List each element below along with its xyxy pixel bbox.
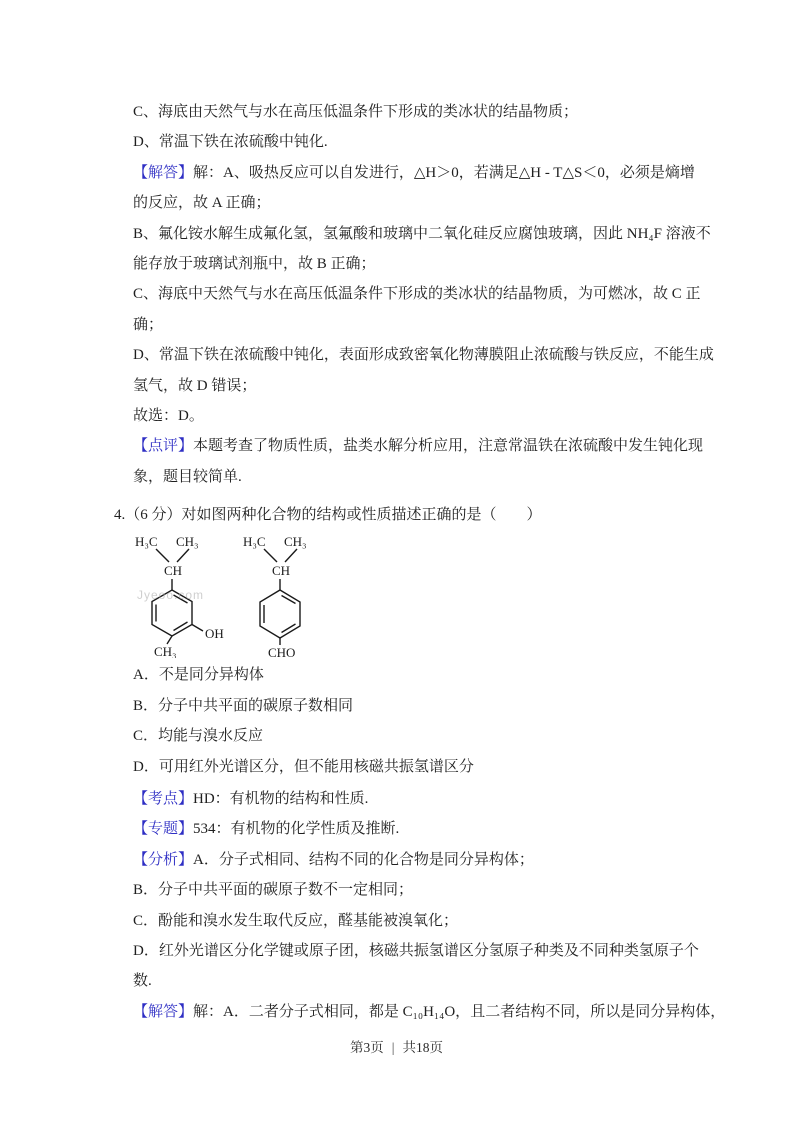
text-line <box>133 431 733 461</box>
page-number: 第3页 <box>350 1040 384 1055</box>
text-line <box>133 279 733 309</box>
section-label: 【专题】 <box>133 821 194 838</box>
line-text: C、海底中天然气与水在高压低温条件下形成的类冰状的结晶物质，为可燃冰，故 C 正 <box>133 286 701 303</box>
question-4-options <box>133 660 733 782</box>
section-label: 【考点】 <box>133 791 194 808</box>
line-text: D．红外光谱区分化学键或原子团，核磁共振氢谱区分氢原子种类及不同种类氢原子个 <box>133 942 699 959</box>
line-text: D、常温下铁在浓硫酸中钝化，表面形成致密氧化物薄膜阻止浓硫酸与铁反应，不能生成 <box>133 347 714 364</box>
methyl-label: H₃C <box>243 534 266 550</box>
option-text: C．均能与溴水反应 <box>133 728 264 745</box>
line-text: 解：A．二者分子式相同，都是 C₁₀H₁₄O，且二者结构不同，所以是同分异构体， <box>193 1003 726 1020</box>
section-label: 【解答】 <box>133 1003 194 1020</box>
line-text: A．分子式相同、结构不同的化合物是同分异构体； <box>193 851 534 868</box>
section-label: 【解答】 <box>133 164 194 181</box>
question-text: （6 分）对如图两种化合物的结构或性质描述正确的是（ ） <box>125 507 542 524</box>
methyl-label: CH₃ <box>154 644 177 659</box>
methyl-label: H₃C <box>135 534 158 550</box>
benzene-ring <box>152 590 192 636</box>
option-line <box>133 691 733 721</box>
question-number: 4. <box>114 507 126 524</box>
line-text: HD：有机物的结构和性质. <box>193 791 369 808</box>
line-text: 故选：D。 <box>133 407 204 424</box>
option-text: A．不是同分异构体 <box>133 667 264 684</box>
molecule-structure-left <box>133 532 239 658</box>
document-content <box>114 97 733 1027</box>
text-line <box>133 814 733 844</box>
hydroxyl-label: OH <box>205 626 224 642</box>
text-line <box>133 966 733 996</box>
text-line <box>133 997 733 1027</box>
answer-block-q4 <box>133 784 733 1027</box>
answer-block-q3 <box>133 97 733 492</box>
methine-label: CH <box>272 563 291 579</box>
line-text: 解：A、吸热反应可以自发进行，△H＞0，若满足△H - T△S＜0，必须是熵增 <box>193 164 695 181</box>
text-line <box>133 340 733 370</box>
methine-label: CH <box>164 563 183 579</box>
line-text: 本题考查了物质性质，盐类水解分析应用，注意常温铁在浓硫酸中发生钝化现 <box>193 438 704 455</box>
line-text: B、氟化铵水解生成氟化氢，氢氟酸和玻璃中二氧化硅反应腐蚀玻璃，因此 NH₄F 溶液不 <box>133 225 711 242</box>
text-line <box>133 936 733 966</box>
footer-separator: | <box>391 1040 395 1055</box>
line-text: 象，题目较简单. <box>133 468 242 485</box>
methyl-label: CH₃ <box>176 534 199 550</box>
option-line <box>133 752 733 782</box>
option-text: D．可用红外光谱区分，但不能用核磁共振氢谱区分 <box>133 758 474 775</box>
molecule-structure-right <box>241 532 347 658</box>
option-line <box>133 660 733 690</box>
text-line <box>133 784 733 814</box>
structure-figures <box>133 532 733 658</box>
text-line <box>133 127 733 157</box>
methyl-label: CH₃ <box>284 534 307 550</box>
text-line <box>133 462 733 492</box>
text-line <box>133 310 733 340</box>
text-line <box>133 249 733 279</box>
text-line <box>133 906 733 936</box>
text-line <box>133 158 733 188</box>
text-line <box>133 401 733 431</box>
line-text: C、海底由天然气与水在高压低温条件下形成的类冰状的结晶物质； <box>133 104 579 120</box>
section-label: 【点评】 <box>133 438 194 455</box>
page-footer <box>0 1036 793 1056</box>
text-line <box>133 845 733 875</box>
option-line <box>133 721 733 751</box>
line-text: 氢气，故 D 错误； <box>133 377 257 394</box>
text-line <box>133 97 733 127</box>
line-text: 的反应，故 A 正确； <box>133 195 271 212</box>
line-text: 能存放于玻璃试剂瓶中，故 B 正确； <box>133 255 376 272</box>
text-line <box>133 188 733 218</box>
aldehyde-label: CHO <box>268 645 296 659</box>
line-text: 数. <box>133 973 152 990</box>
text-line <box>133 875 733 905</box>
line-text: D、常温下铁在浓硫酸中钝化. <box>133 134 328 151</box>
section-label: 【分析】 <box>133 851 194 868</box>
option-text: B．分子中共平面的碳原子数相同 <box>133 697 354 714</box>
benzene-ring <box>260 590 300 638</box>
line-text: 确； <box>133 316 164 333</box>
question-4-line <box>114 500 733 530</box>
text-line <box>133 371 733 401</box>
line-text: C．酚能和溴水发生取代反应，醛基能被溴氧化； <box>133 912 459 929</box>
line-text: 534：有机物的化学性质及推断. <box>193 821 400 838</box>
page-total: 共18页 <box>402 1040 443 1055</box>
watermark: Jyeoo.com <box>137 588 205 603</box>
line-text: B．分子中共平面的碳原子数不一定相同； <box>133 882 414 899</box>
text-line <box>133 219 733 249</box>
